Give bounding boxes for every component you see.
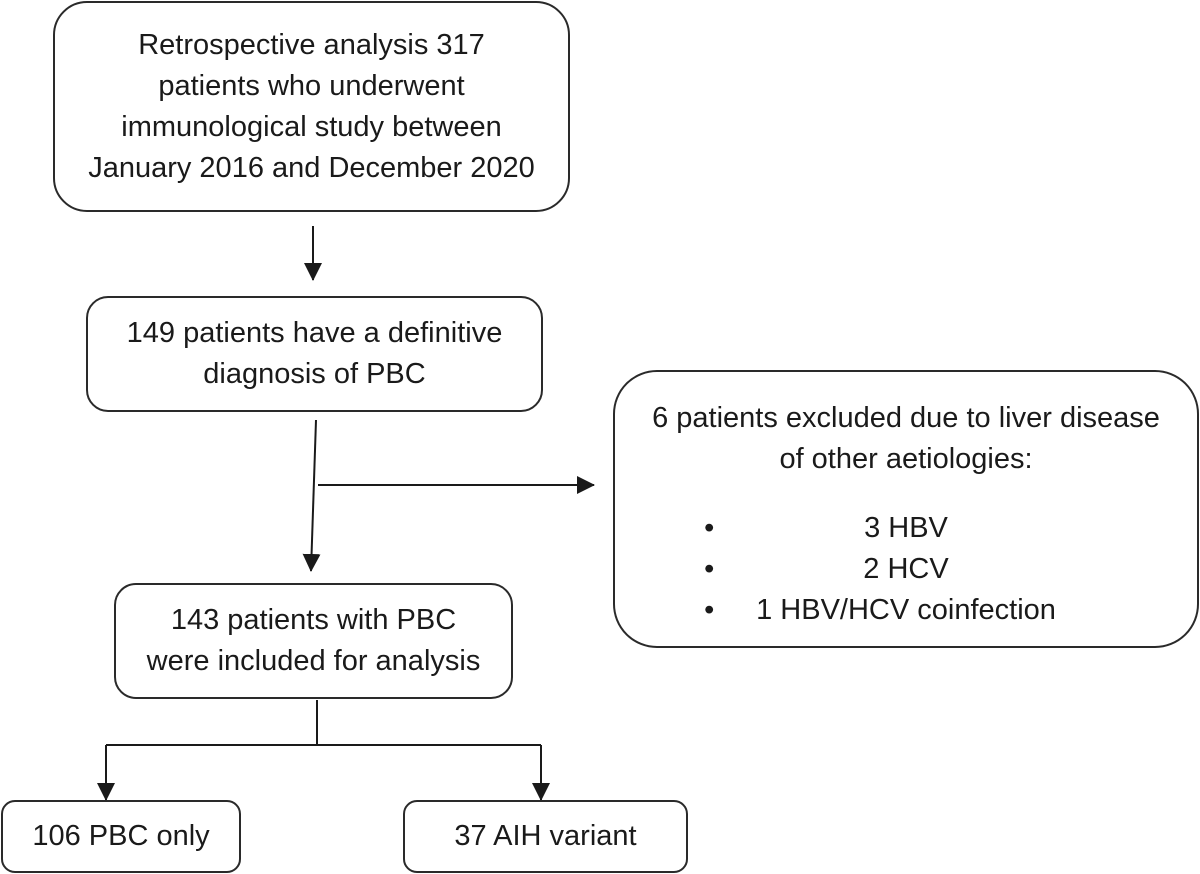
diagnosed-box <box>86 296 543 412</box>
excluded-line-1: 6 patients excluded due to liver disease <box>652 402 1160 434</box>
pbc-only-box <box>1 800 241 873</box>
diagnosed-line-1: 149 patients have a definitive <box>126 317 503 349</box>
aih-variant-label: 37 AIH variant <box>454 820 637 852</box>
excluded-item-label: 2 HCV <box>863 553 949 585</box>
start-line-1: Retrospective analysis 317 <box>138 28 485 61</box>
bullet-dot-icon: • <box>704 553 715 585</box>
excluded-item-hbv <box>704 508 1056 549</box>
start-line-3: immunological study between <box>121 110 502 143</box>
excluded-item-hcv <box>704 549 1056 590</box>
arrow-diagnosed-to-included <box>311 420 316 571</box>
excluded-list <box>704 508 1056 631</box>
excluded-item-label: 3 HBV <box>864 512 948 544</box>
excluded-line-2: of other aetiologies: <box>779 443 1033 475</box>
excluded-box <box>613 370 1199 648</box>
excluded-item-coinfection <box>704 590 1056 631</box>
bullet-dot-icon: • <box>704 594 715 626</box>
start-line-2: patients who underwent <box>158 69 465 102</box>
bullet-dot-icon: • <box>704 512 715 544</box>
pbc-only-label: 106 PBC only <box>32 820 210 852</box>
start-box <box>53 1 570 212</box>
start-line-4: January 2016 and December 2020 <box>88 151 535 184</box>
aih-variant-box <box>403 800 688 873</box>
included-line-2: were included for analysis <box>146 645 481 677</box>
included-box <box>114 583 513 699</box>
included-line-1: 143 patients with PBC <box>170 604 457 636</box>
excluded-item-label: 1 HBV/HCV coinfection <box>756 594 1056 626</box>
diagnosed-line-2: diagnosis of PBC <box>203 358 426 390</box>
